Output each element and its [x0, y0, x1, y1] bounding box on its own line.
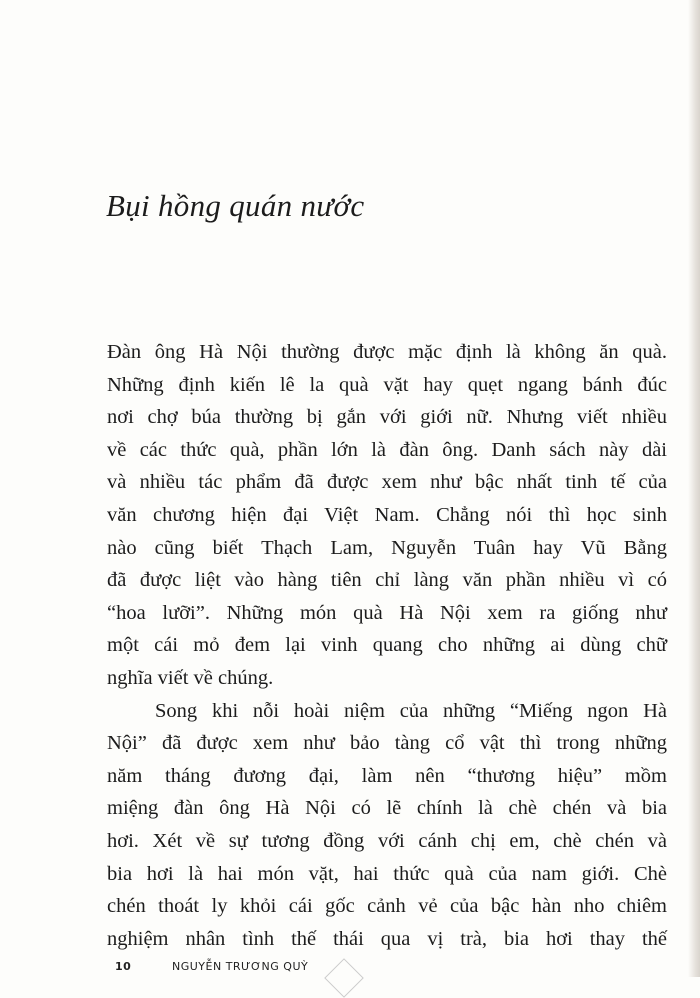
text-line: văn chương hiện đại Việt Nam. Chẳng nói thì học sinh [107, 503, 667, 526]
text-line: Nội” đã được xem như bảo tàng cổ vật thì trong những [107, 732, 667, 755]
text-line: và nhiều tác phẩm đã được xem như bậc nhất tinh tế của [107, 471, 667, 494]
text-line: nào cũng biết Thạch Lam, Nguyễn Tuân hay Vũ Bằng [107, 536, 667, 559]
paragraph-2 [107, 695, 667, 956]
text-line: đã được liệt vào hàng tiên chỉ làng văn phần nhiều vì có [107, 569, 667, 592]
text-line: nghiệm nhân tình thế thái qua vị trà, bia hơi thay thế [107, 927, 667, 950]
body-text [107, 336, 667, 955]
text-line: hơi. Xét về sự tương đồng với cánh chị em, chè chén và [107, 829, 667, 852]
running-author: NGUYỄN TRƯƠNG QUỲ [172, 960, 309, 973]
page-edge-shadow [688, 0, 700, 977]
text-line: chén thoát ly khỏi cái gốc cảnh vẻ của bậc hàn nho chiêm [107, 895, 667, 918]
text-line: bia hơi là hai món vặt, hai thức quà của nam giới. Chè [107, 862, 667, 885]
text-line: miệng đàn ông Hà Nội có lẽ chính là chè chén và bia [107, 797, 667, 820]
paragraph-1 [107, 336, 667, 695]
text-line: “hoa lưỡi”. Những món quà Hà Nội xem ra giống như [107, 601, 667, 624]
page-number: 10 [115, 960, 132, 973]
text-line: năm tháng đương đại, làm nên “thương hiệu” mồm [107, 764, 667, 787]
text-line: nơi chợ búa thường bị gắn với giới nữ. Nhưng viết nhiều [107, 406, 667, 429]
text-line: về các thức quà, phần lớn là đàn ông. Danh sách này dài [107, 438, 667, 461]
chapter-title: Bụi hồng quán nước [106, 188, 365, 223]
diamond-ornament-icon [324, 958, 364, 998]
text-line: Đàn ông Hà Nội thường được mặc định là không ăn quà. [107, 341, 667, 363]
text-line: Những định kiến lê la quà vặt hay quẹt ngang bánh đúc [107, 373, 667, 396]
text-line: nghĩa viết về chúng. [107, 666, 274, 689]
text-line: một cái mỏ đem lại vinh quang cho những ai dùng chữ [107, 634, 667, 657]
text-line: Song khi nỗi hoài niệm của những “Miếng ngon Hà [155, 699, 667, 722]
